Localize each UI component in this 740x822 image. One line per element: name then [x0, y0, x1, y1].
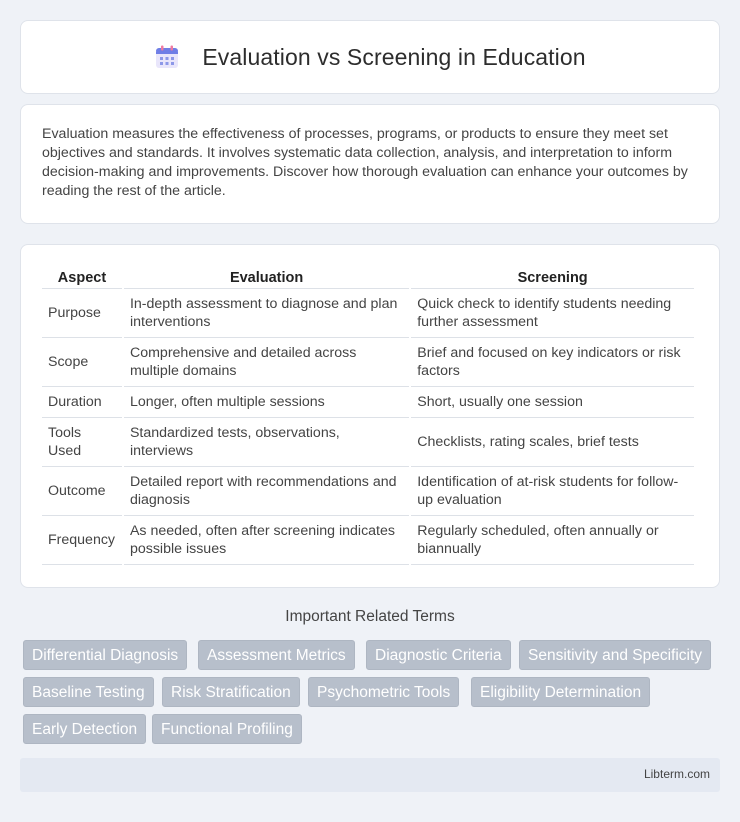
related-term-tag[interactable]: Differential Diagnosis	[23, 640, 187, 670]
footer-site-link[interactable]: Libterm.com	[643, 767, 710, 781]
table-row	[42, 387, 694, 418]
comparison-table-card	[20, 244, 720, 588]
comparison-table	[40, 267, 696, 565]
related-term-tag[interactable]: Functional Profiling	[152, 714, 302, 744]
related-term-tag[interactable]: Risk Stratification	[162, 677, 300, 707]
header-evaluation: Evaluation	[124, 267, 409, 289]
related-term-tag[interactable]: Sensitivity and Specificity	[519, 640, 711, 670]
cell-evaluation: Comprehensive and detailed across multiple domains	[124, 338, 409, 387]
cell-screening: Regularly scheduled, often annually or biannually	[411, 516, 694, 565]
cell-aspect: Outcome	[42, 467, 122, 516]
cell-evaluation: Longer, often multiple sessions	[124, 387, 409, 418]
cell-evaluation: Detailed report with recommendations and diagnosis	[124, 467, 409, 516]
cell-evaluation: Standardized tests, observations, interviews	[124, 418, 409, 467]
cell-aspect: Tools Used	[42, 418, 122, 467]
table-row	[42, 418, 694, 467]
table-row	[42, 467, 694, 516]
cell-evaluation: As needed, often after screening indicates possible issues	[124, 516, 409, 565]
intro-card	[20, 104, 720, 224]
cell-screening: Identification of at-risk students for follow-up evaluation	[411, 467, 694, 516]
related-terms-title: Important Related Terms	[285, 608, 455, 625]
cell-aspect: Scope	[42, 338, 122, 387]
cell-screening: Brief and focused on key indicators or risk factors	[411, 338, 694, 387]
intro-paragraph: Evaluation measures the effectiveness of processes, programs, or products to ensure they meet set objectives and standards. It involves systematic data collection, analysis, and interpretation to inform decision-making and improvements. Discover how thorough evaluation can enhance your outcomes by reading the rest of the article.	[42, 126, 688, 199]
table-row	[42, 289, 694, 338]
header-aspect: Aspect	[42, 267, 122, 289]
page-title: Evaluation vs Screening in Education	[202, 43, 586, 70]
cell-screening: Checklists, rating scales, brief tests	[411, 418, 694, 467]
related-term-tag[interactable]: Eligibility Determination	[471, 677, 650, 707]
cell-aspect: Duration	[42, 387, 122, 418]
related-term-tag[interactable]: Psychometric Tools	[308, 677, 459, 707]
title-card	[20, 20, 720, 94]
related-term-tag[interactable]: Early Detection	[23, 714, 146, 744]
cell-aspect: Purpose	[42, 289, 122, 338]
cell-aspect: Frequency	[42, 516, 122, 565]
cell-evaluation: In-depth assessment to diagnose and plan interventions	[124, 289, 409, 338]
calendar-icon	[154, 44, 180, 70]
cell-screening: Short, usually one session	[411, 387, 694, 418]
related-term-tag[interactable]: Baseline Testing	[23, 677, 154, 707]
footer	[20, 758, 720, 792]
cell-screening: Quick check to identify students needing further assessment	[411, 289, 694, 338]
header-screening: Screening	[411, 267, 694, 289]
related-term-tag[interactable]: Diagnostic Criteria	[366, 640, 511, 670]
table-row	[42, 338, 694, 387]
table-row	[42, 516, 694, 565]
table-header-row	[42, 267, 694, 289]
related-term-tag[interactable]: Assessment Metrics	[198, 640, 355, 670]
